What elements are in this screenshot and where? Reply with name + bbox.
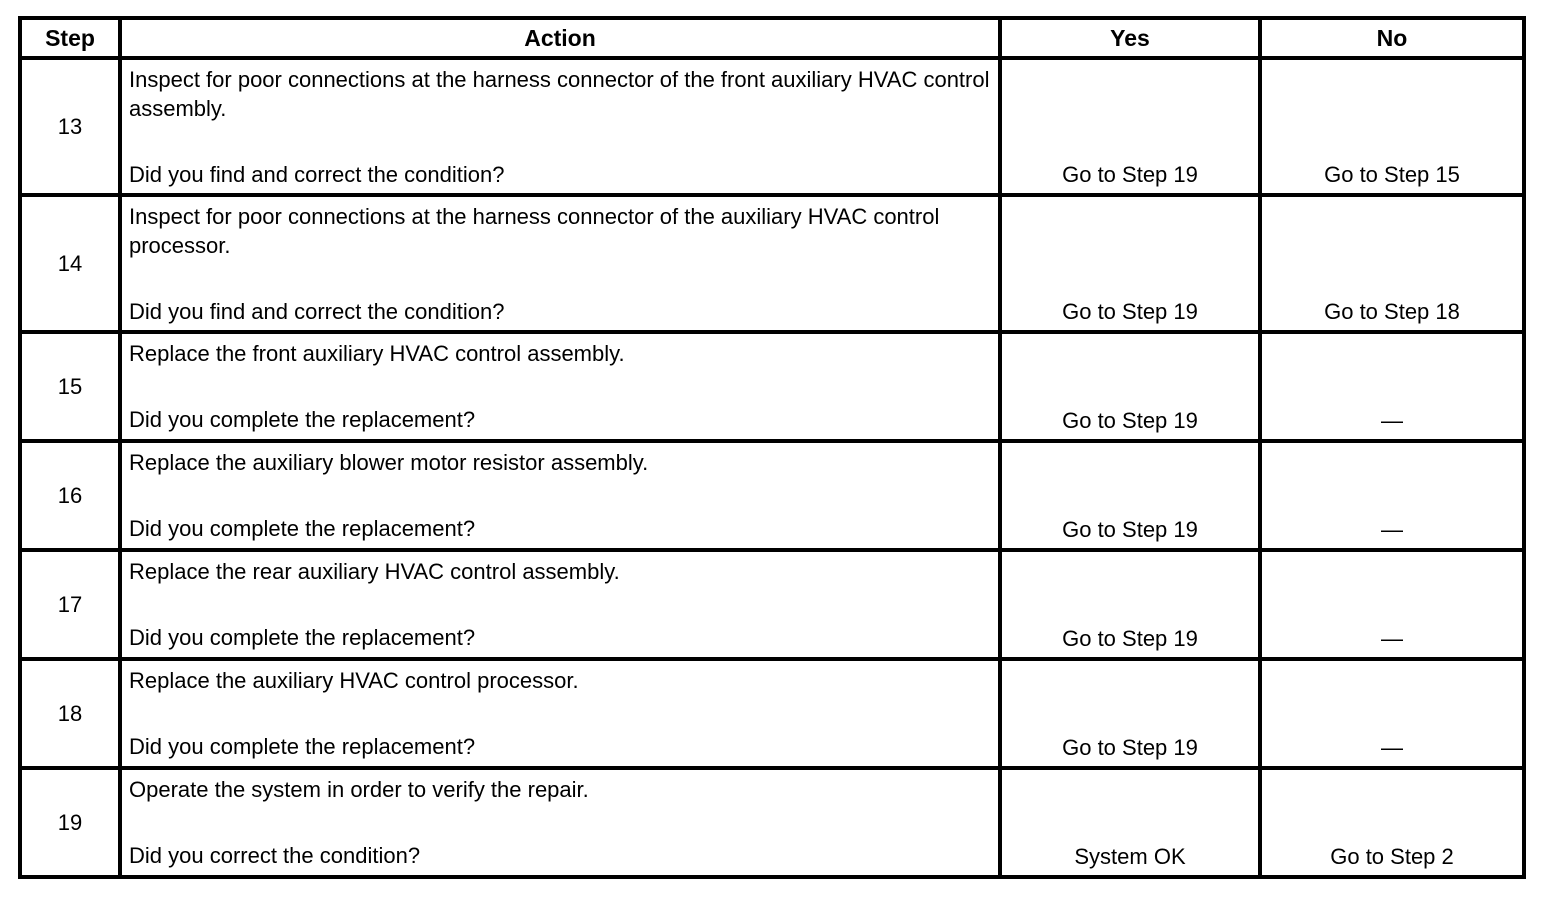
header-row — [20, 18, 1524, 58]
action-instruction: Operate the system in order to verify the repair. — [129, 777, 589, 802]
table-row — [20, 441, 1524, 550]
yes-result: Go to Step 19 — [1000, 659, 1260, 768]
header-action: Action — [120, 18, 1000, 58]
table-row — [20, 550, 1524, 659]
action-question: Did you complete the replacement? — [129, 734, 476, 759]
table-row — [20, 58, 1524, 195]
action-instruction: Inspect for poor connections at the harness connector of the auxiliary HVAC control processor. — [129, 204, 940, 258]
step-number: 16 — [20, 441, 120, 550]
no-result: — — [1260, 441, 1524, 550]
action-question: Did you find and correct the condition? — [129, 162, 505, 187]
step-number: 15 — [20, 332, 120, 441]
action-question: Did you complete the replacement? — [129, 407, 476, 432]
table-row — [20, 659, 1524, 768]
header-step: Step — [20, 18, 120, 58]
step-number: 13 — [20, 58, 120, 195]
action-instruction: Replace the auxiliary blower motor resistor assembly. — [129, 450, 649, 475]
no-result: Go to Step 2 — [1260, 768, 1524, 877]
action-instruction: Replace the front auxiliary HVAC control assembly. — [129, 341, 625, 366]
yes-result: System OK — [1000, 768, 1260, 877]
action-instruction: Replace the auxiliary HVAC control processor. — [129, 668, 579, 693]
step-number: 14 — [20, 195, 120, 332]
action-cell — [120, 550, 1000, 659]
no-result: — — [1260, 659, 1524, 768]
action-question: Did you complete the replacement? — [129, 625, 476, 650]
table-row — [20, 195, 1524, 332]
action-instruction: Replace the rear auxiliary HVAC control assembly. — [129, 559, 620, 584]
action-question: Did you correct the condition? — [129, 843, 421, 868]
table-row — [20, 768, 1524, 877]
action-cell — [120, 768, 1000, 877]
action-cell — [120, 441, 1000, 550]
no-result: Go to Step 18 — [1260, 195, 1524, 332]
action-cell — [120, 659, 1000, 768]
action-question: Did you complete the replacement? — [129, 516, 476, 541]
step-number: 17 — [20, 550, 120, 659]
yes-result: Go to Step 19 — [1000, 550, 1260, 659]
step-number: 19 — [20, 768, 120, 877]
table-row — [20, 332, 1524, 441]
action-instruction: Inspect for poor connections at the harness connector of the front auxiliary HVAC control assembly. — [129, 67, 990, 121]
header-yes: Yes — [1000, 18, 1260, 58]
diagnostic-table — [18, 16, 1526, 879]
no-result: Go to Step 15 — [1260, 58, 1524, 195]
yes-result: Go to Step 19 — [1000, 58, 1260, 195]
action-question: Did you find and correct the condition? — [129, 299, 505, 324]
action-cell — [120, 332, 1000, 441]
step-number: 18 — [20, 659, 120, 768]
no-result: — — [1260, 332, 1524, 441]
yes-result: Go to Step 19 — [1000, 195, 1260, 332]
no-result: — — [1260, 550, 1524, 659]
yes-result: Go to Step 19 — [1000, 332, 1260, 441]
action-cell — [120, 195, 1000, 332]
action-cell — [120, 58, 1000, 195]
header-no: No — [1260, 18, 1524, 58]
yes-result: Go to Step 19 — [1000, 441, 1260, 550]
